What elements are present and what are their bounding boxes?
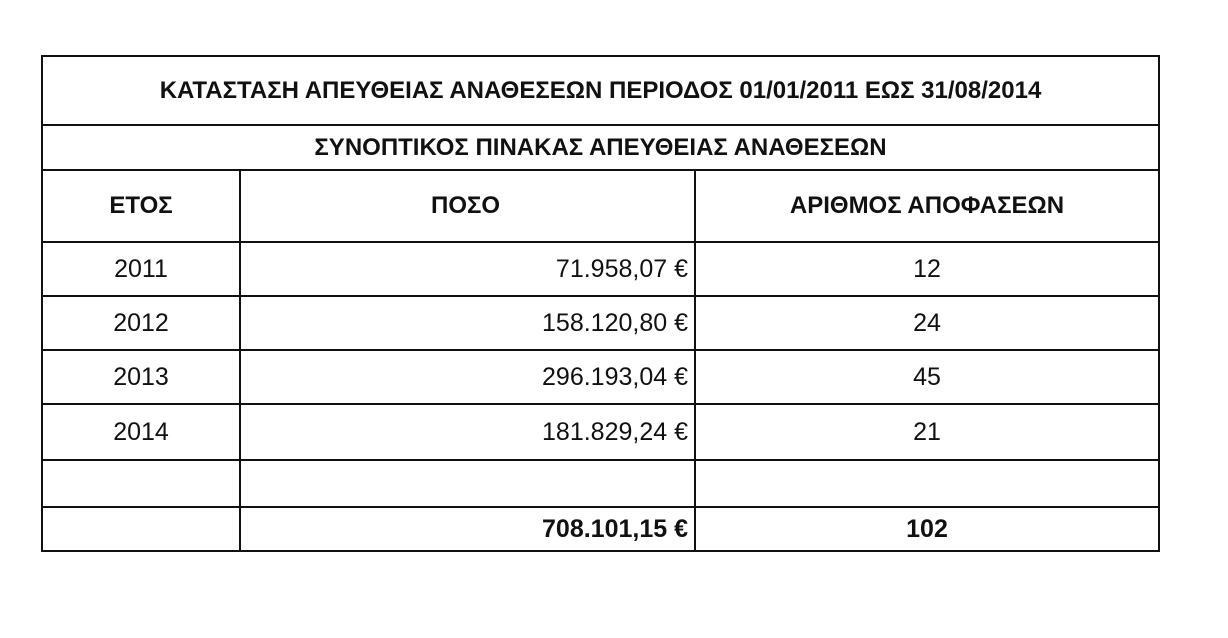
- table-row: [43, 351, 1158, 405]
- amount-cell: 296.193,04 €: [241, 351, 696, 403]
- year-cell: 2014: [43, 405, 241, 459]
- table-row: [43, 243, 1158, 297]
- summary-table: [41, 55, 1160, 552]
- decisions-cell: 21: [913, 417, 941, 446]
- empty-cell: [43, 461, 241, 506]
- decisions-cell: 12: [913, 254, 941, 283]
- empty-cell: [696, 461, 1158, 506]
- year-cell: 2012: [43, 297, 241, 349]
- amount-cell: 71.958,07 €: [241, 243, 696, 295]
- document-title: ΚΑΤΑΣΤΑΣΗ ΑΠΕΥΘΕΙΑΣ ΑΝΑΘΕΣΕΩΝ ΠΕΡΙΟΔΟΣ 01/01/2011 ΕΩΣ 31/08/2014: [159, 76, 1042, 104]
- subtitle-row: [43, 126, 1158, 171]
- table-row: [43, 297, 1158, 351]
- column-header-amount: ΠΟΣΟ: [241, 171, 696, 241]
- empty-cell: [241, 461, 696, 506]
- empty-row: [43, 461, 1158, 508]
- decisions-cell: 24: [913, 308, 941, 337]
- table-row: [43, 405, 1158, 461]
- total-year-cell: [43, 508, 241, 550]
- decisions-cell: 45: [913, 362, 941, 391]
- total-amount-cell: 708.101,15 €: [241, 508, 696, 550]
- amount-cell: 181.829,24 €: [241, 405, 696, 459]
- year-cell: 2011: [43, 243, 241, 295]
- column-header-year: ΕΤΟΣ: [43, 171, 241, 241]
- total-decisions-cell: 102: [906, 514, 948, 543]
- header-row: [43, 171, 1158, 243]
- table-subtitle: ΣΥΝΟΠΤΙΚΟΣ ΠΙΝΑΚΑΣ ΑΠΕΥΘΕΙΑΣ ΑΝΑΘΕΣΕΩΝ: [314, 133, 887, 161]
- year-cell: 2013: [43, 351, 241, 403]
- title-row: [43, 57, 1158, 126]
- amount-cell: 158.120,80 €: [241, 297, 696, 349]
- total-row: [43, 508, 1158, 550]
- column-header-decisions: ΑΡΙΘΜΟΣ ΑΠΟΦΑΣΕΩΝ: [789, 192, 1065, 219]
